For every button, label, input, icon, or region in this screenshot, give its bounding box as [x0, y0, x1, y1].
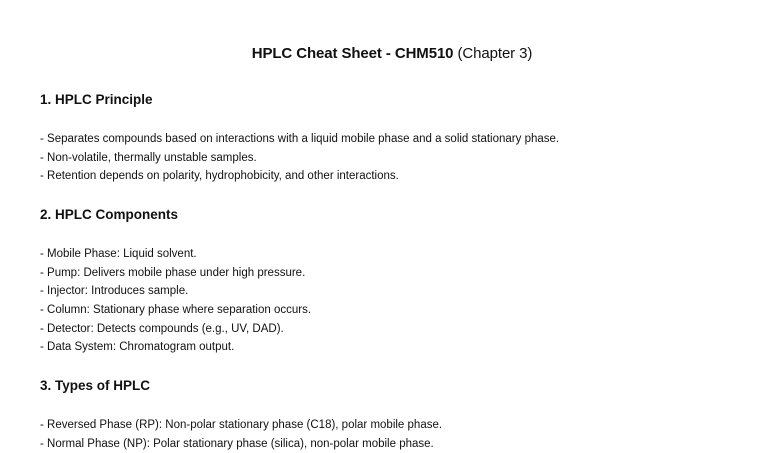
section-heading: 3. Types of HPLC — [40, 378, 151, 393]
page-title-main: HPLC Cheat Sheet - CHM510 — [251, 45, 454, 62]
section-types-of-hplc — [40, 376, 760, 453]
list-item: - Retention depends on polarity, hydrophobicity, and other interactions. — [40, 170, 399, 183]
section-hplc-principle — [40, 90, 760, 186]
list-item: - Reversed Phase (RP): Non-polar stationary phase (C18), polar mobile phase. — [40, 419, 443, 431]
bullet-list — [40, 416, 760, 453]
bullet-list — [40, 245, 760, 357]
page-title — [0, 45, 784, 62]
list-item: - Normal Phase (NP): Polar stationary phase (silica), non-polar mobile phase. — [40, 437, 434, 450]
section-heading: 1. HPLC Principle — [40, 92, 153, 107]
list-item: - Detector: Detects compounds (e.g., UV, DAD). — [40, 322, 284, 335]
bullet-list — [40, 130, 760, 186]
list-item: - Separates compounds based on interactions with a liquid mobile phase and a solid stationary phase. — [40, 133, 560, 145]
list-item: - Data System: Chromatogram output. — [40, 341, 235, 354]
list-item: - Non-volatile, thermally unstable samples. — [40, 151, 257, 164]
section-heading: 2. HPLC Components — [40, 207, 179, 222]
list-item: - Column: Stationary phase where separation occurs. — [40, 304, 312, 317]
list-item: - Mobile Phase: Liquid solvent. — [40, 248, 197, 260]
list-item: - Pump: Delivers mobile phase under high pressure. — [40, 266, 306, 279]
page-title-suffix: (Chapter 3) — [457, 45, 533, 62]
list-item: - Injector: Introduces sample. — [40, 285, 189, 298]
section-hplc-components — [40, 205, 760, 357]
